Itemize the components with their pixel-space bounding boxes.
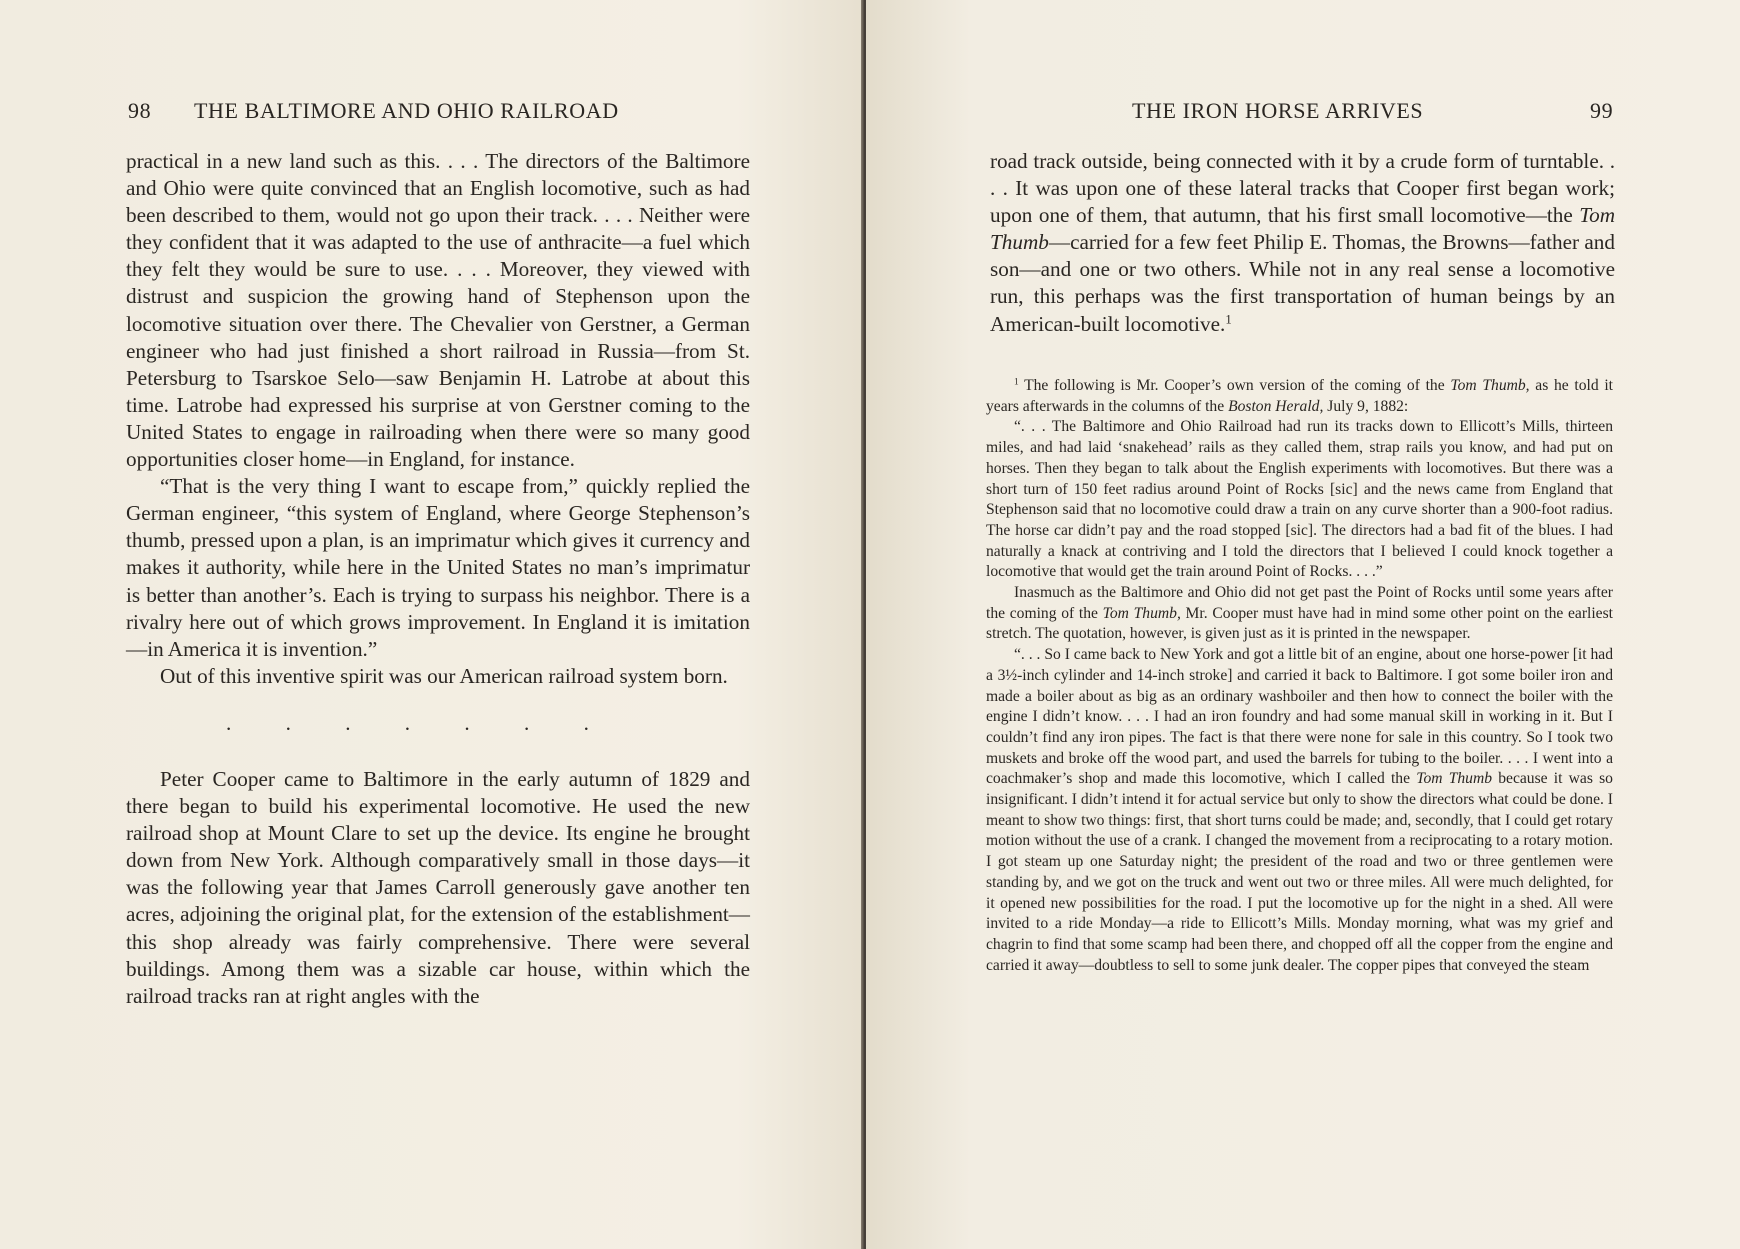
paragraph xyxy=(990,148,1615,338)
running-head: THE IRON HORSE ARRIVES xyxy=(1132,98,1424,123)
footnote-paragraph: “. . . The Baltimore and Ohio Railroad had run its tracks down to Ellicott’s Mills, thirteen miles, and had laid ‘snakehead’ rails as they called them, strap rails you know, and had put on horses. Then they began to talk about the English experiments with locomotives. But there was a short turn of 150 feet radius around Point of Rocks [sic] and the news came from England that Stephenson said that no locomotive could draw a train on any curve shorter than a 900-foot radius. The horse car didn’t pay and the road stopped [sic]. The directors had a bad fit of the blues. I had naturally a knack at contriving and I told the directors that I believed I could knock together a locomotive that would get the train around Point of Rocks. . . .” xyxy=(986,418,1613,581)
footnote xyxy=(986,376,1613,976)
paragraph: “That is the very thing I want to escape from,” quickly replied the German engineer, “this system of England, where George Stephenson’s thumb, pressed upon a plan, is an imprimatur which gives it currency and makes it authority, while here in the United States no man’s imprimatur is better than another’s. Each is trying to surpass his neighbor. There is a rivalry here out of which grows improvement. In England it is imitation—in America it is invention.” xyxy=(126,474,750,661)
text-run: —carried for a few feet Philip E. Thomas, the Browns—father and son—and one or two others. While not in any real sense a locomotive run, this perhaps was the first transportation of human beings by an American-built locomotive. xyxy=(990,230,1615,336)
body-text xyxy=(126,148,750,1010)
right-page xyxy=(866,0,1740,1249)
text-run: “. . . So I came back to New York and got a little bit of an engine, about one horse-power [it had a 3½-inch cylinder and 14-inch stroke] and carried it back to Baltimore. I got some boiler iron and made a boiler about as big as an ordinary washboiler and then how to connect the boiler with the engine I didn’t know. . . . I had an iron foundry and had some manual skill in working in it. But I couldn’t find any iron pipes. The fact is that there were none for sale in this country. So I took two muskets and broke off the wood part, and used the barrels for tubing to the boiler. . . . I went into a coachmaker’s shop and made this locomotive, which I called the xyxy=(986,646,1613,788)
italic-title: Boston Herald, xyxy=(1228,397,1324,415)
paragraph: Peter Cooper came to Baltimore in the early autumn of 1829 and there began to build his experimental locomotive. He used the new railroad shop at Mount Clare to set up the device. Its engine he brought down from New York. Although comparatively small in those days—it was the following year that James Carroll generously gave another ten acres, adjoining the original plat, for the extension of the establishment—this shop already was fairly comprehensive. There were several buildings. Among them was a sizable car house, within which the railroad tracks ran at right angles with the xyxy=(126,766,750,1008)
text-run: as he told it years afterwards in the columns of the xyxy=(986,377,1613,415)
footnote-reference: 1 xyxy=(1225,311,1232,326)
body-text xyxy=(990,148,1615,338)
text-run: because it was so insignificant. I didn’t intend it for actual service but only to show the directors what could be done. I meant to show two things: first, that short turns could be made; and, secondly, that I could get rotary motion without the use of a crank. I changed the movement from a reciprocating to a rotary motion. I got steam up one Saturday night; the president of the road and two or three gentlemen were standing by, and we got on the truck and went out two or three miles. All were much delighted, for it opened new possibilities for the road. I put the locomotive up for the night in a shed. All were invited to a ride Monday—a ride to Ellicott’s Mills. Monday morning, what was my grief and chagrin to find that some scamp had been there, and chopped off all the copper from the engine and carried it away—doubtless to sell to some junk dealer. The copper pipes that conveyed the steam xyxy=(986,770,1613,974)
text-run: Mr. Cooper must have had in mind some other point on the earliest stretch. The quotation, however, is given just as it is printed in the newspaper. xyxy=(986,604,1613,643)
text-run: Inasmuch as the Baltimore and Ohio did not get past the Point of Rocks until some years after the coming of the xyxy=(986,584,1613,622)
paragraph: Out of this inventive spirit was our American railroad system born. xyxy=(160,663,728,688)
footnote-paragraph xyxy=(986,376,1613,417)
section-break-dots: . . . . . . . xyxy=(226,710,589,735)
italic-title: Tom Thumb, xyxy=(1102,604,1181,622)
paragraph: practical in a new land such as this. . . . The directors of the Baltimore and Ohio were quite convinced that an English locomotive, such as had been described to them, would not go upon their track. . . . Neither were they confident that it was adapted to the use of anthracite—a fuel which they felt they would be sure to use. . . . Moreover, they viewed with distrust and suspicion the growing hand of Stephenson upon the locomotive situation over there. The Chevalier von Gerstner, a German engineer who had just finished a short railroad in Russia—from St. Petersburg to Tsarskoe Selo—saw Benjamin H. Latrobe at about this time. Latrobe had expressed his surprise at von Gerstner coming to the United States to engage in railroading when there were so many good opportunities closer home—in England, for instance. xyxy=(126,149,750,472)
running-head: THE BALTIMORE AND OHIO RAILROAD xyxy=(194,98,619,123)
text-run: road track outside, being connected with it by a crude form of turntable. . . . It was upon one of these lateral tracks that Cooper first began work; upon one of them, that autumn, that his first small locomotive—the xyxy=(990,149,1615,228)
text-run: July 9, 1882: xyxy=(1323,397,1409,415)
italic-title: Tom Thumb, xyxy=(1450,377,1530,394)
footnote-marker: 1 xyxy=(1014,377,1019,388)
footnote-paragraph xyxy=(986,645,1613,976)
page-number: 99 xyxy=(1590,98,1614,123)
text-run: The following is Mr. Cooper’s own version of the coming of the xyxy=(1018,377,1451,394)
page-number: 98 xyxy=(128,98,152,123)
italic-title: Tom Thumb xyxy=(1416,770,1493,788)
italic-title: Tom Thumb xyxy=(990,203,1615,255)
left-page xyxy=(0,0,866,1249)
footnote-paragraph xyxy=(986,583,1613,645)
